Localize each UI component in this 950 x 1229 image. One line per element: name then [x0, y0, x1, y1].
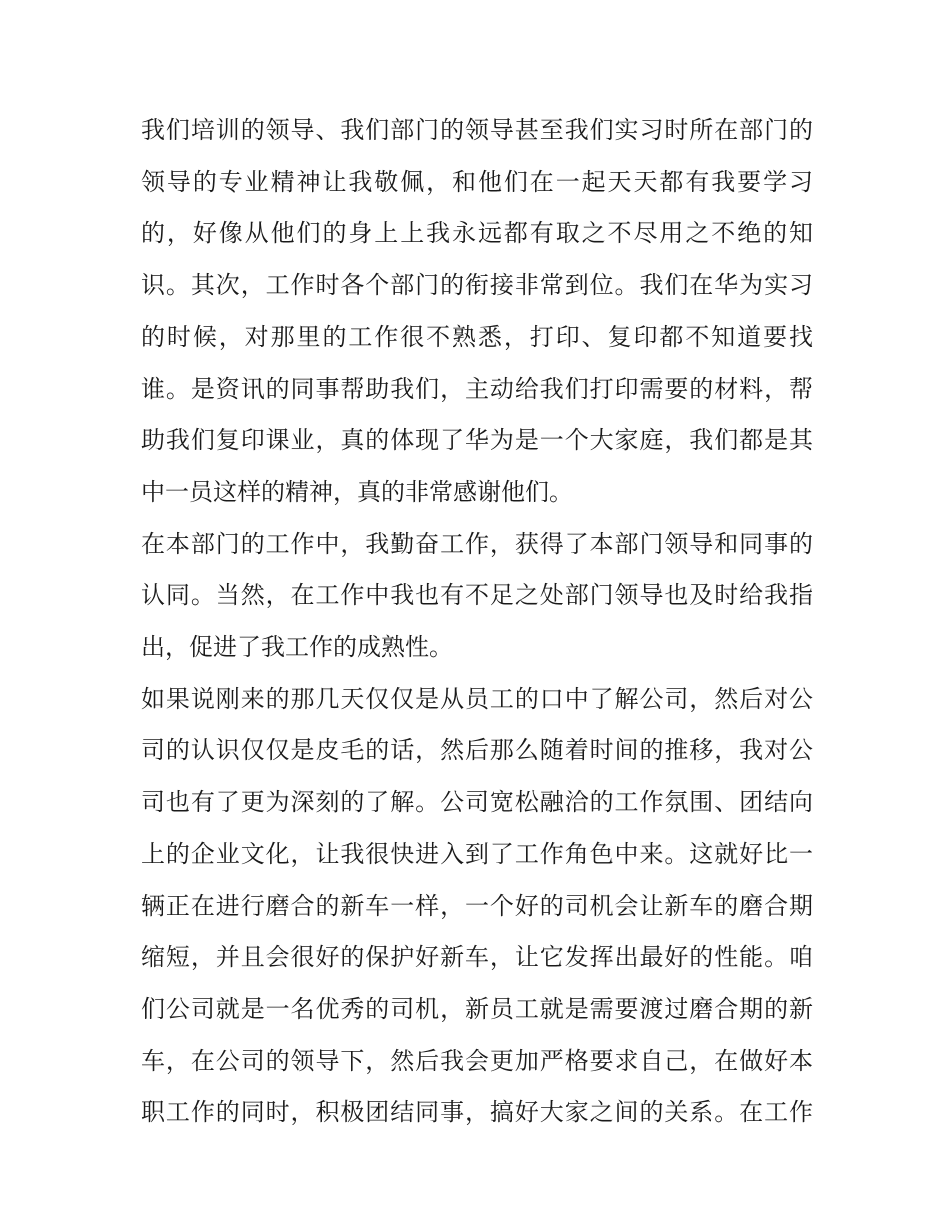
text-line: 中一员这样的精神，真的非常感谢他们。 [141, 477, 573, 506]
text-line: 们公司就是一名优秀的司机，新员工就是需要渡过磨合期的新 [141, 994, 813, 1023]
text-line: 的，好像从他们的身上上我永远都有取之不尽用之不绝的知 [141, 219, 813, 248]
text-line: 上的企业文化，让我很快进入到了工作角色中来。这就好比一 [141, 839, 813, 868]
text-line: 出，促进了我工作的成熟性。 [141, 633, 453, 661]
text-line: 在本部门的工作中，我勤奋工作，获得了本部门领导和同事的 [141, 529, 813, 558]
text-line: 谁。是资讯的同事帮助我们，主动给我们打印需要的材料，帮 [141, 374, 813, 403]
text-line: 助我们复印课业，真的体现了华为是一个大家庭，我们都是其 [141, 426, 813, 455]
text-line: 的时候，对那里的工作很不熟悉，打印、复印都不知道要找 [141, 322, 813, 351]
text-line: 领导的专业精神让我敬佩，和他们在一起天天都有我要学习 [141, 167, 813, 196]
text-line: 识。其次，工作时各个部门的衔接非常到位。我们在华为实习 [141, 271, 813, 300]
text-line: 司也有了更为深刻的了解。公司宽松融洽的工作氛围、团结向 [141, 788, 813, 817]
text-line: 我们培训的领导、我们部门的领导甚至我们实习时所在部门的 [141, 116, 813, 144]
text-line: 辆正在进行磨合的新车一样，一个好的司机会让新车的磨合期 [141, 891, 813, 920]
text-line: 司的认识仅仅是皮毛的话，然后那么随着时间的推移，我对公 [141, 736, 813, 765]
text-line: 缩短，并且会很好的保护好新车，让它发挥出最好的性能。咱 [141, 943, 813, 972]
text-line: 车，在公司的领导下，然后我会更加严格要求自己，在做好本 [141, 1046, 813, 1075]
text-line: 如果说刚来的那几天仅仅是从员工的口中了解公司，然后对公 [141, 684, 813, 713]
text-line: 职工作的同时，积极团结同事，搞好大家之间的关系。在工作 [141, 1098, 813, 1127]
text-line: 认同。当然，在工作中我也有不足之处部门领导也及时给我指 [141, 581, 813, 610]
